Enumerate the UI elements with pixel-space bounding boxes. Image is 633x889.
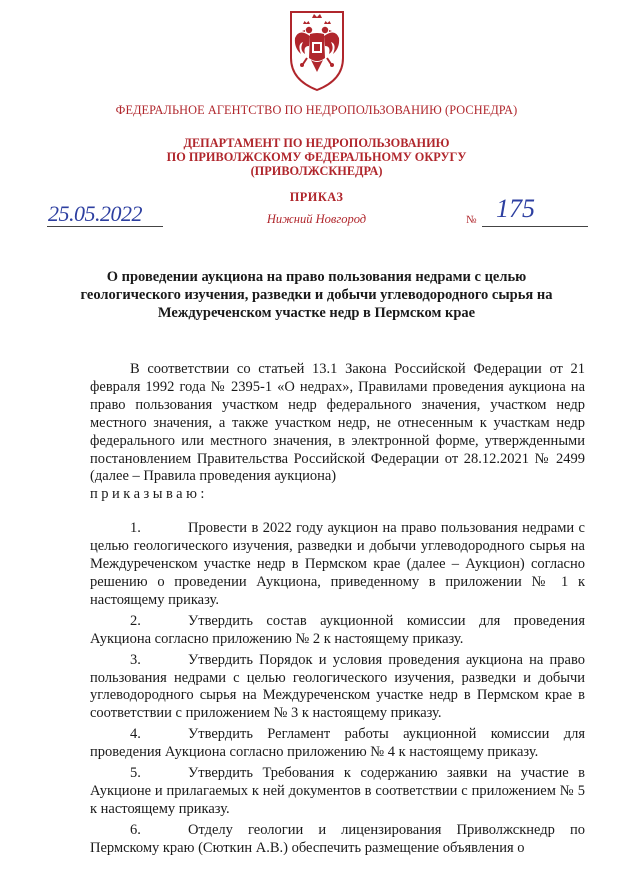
item-number: 5. (130, 765, 141, 782)
item-number: 2. (130, 612, 141, 629)
preamble: В соответствии со статьей 13.1 Закона Российской Федерации от 21 февраля 1992 года № 2395-1 «О недрах», Правилами проведения аукциона на право пользования участком недр федерального значения, участком недр местного значения, а также участком недр, не отнесенным к участкам недр федерального или местного значения, в электронной форме, утвержденными постановлением Правительства Российской Федерации от 28.12.2021 № 2499 (далее – Правила проведения аукциона) (90, 361, 585, 485)
order-body (90, 361, 585, 861)
item-text: Отделу геологии и лицензирования Приволжскнедр по Пермскому краю (Сюткин А.В.) обеспечить размещение объявления о (90, 821, 585, 856)
item-text: Утвердить Требования к содержанию заявки на участие в Аукционе и прилагаемых к ней документов в соответствии с приложением № 5 к настоящему приказу. (90, 765, 585, 817)
number-underline (482, 226, 588, 227)
issue-city: Нижний Новгород (266, 212, 367, 226)
department-line: (ПРИВОЛЖСКНЕДРА) (250, 164, 383, 178)
item-text: Утвердить Регламент работы аукционной комиссии для проведения Аукциона согласно приложению № 4 к настоящему приказу. (90, 726, 585, 761)
item-number: 6. (130, 821, 141, 838)
coat-of-arms-icon (283, 8, 351, 92)
item-text: Утвердить Порядок и условия проведения аукциона на право пользования недрами с целью геологического изучения, разведки и добычи углеводородного сырья на Междуреченском участке недр в Пермском крае в соответствии с приложением № 3 к настоящему приказу. (90, 651, 585, 722)
department-line: ПО ПРИВОЛЖСКОМУ ФЕДЕРАЛЬНОМУ ОКРУГУ (166, 150, 467, 164)
order-word: приказываю: (90, 486, 208, 503)
item-number: 3. (130, 651, 141, 668)
order-item (90, 726, 585, 762)
order-item (90, 613, 585, 649)
order-title: О проведении аукциона на право пользования недрами с целью геологического изучения, разведки и добычи углеводородного сырья на Междуреченском участке недр в Пермском крае (80, 269, 553, 321)
agency-name: ФЕДЕРАЛЬНОЕ АГЕНТСТВО ПО НЕДРОПОЛЬЗОВАНИЮ (РОСНЕДРА) (115, 103, 518, 117)
number-sign: № (466, 214, 477, 226)
order-item (90, 652, 585, 724)
item-text: Провести в 2022 году аукцион на право пользования недрами с целью геологического изучения, разведки и добычи углеводородного сырья на Междуреченском участке недр в Пермском крае (далее – Аукцион) согласно решению о проведении Аукциона, приведенному в приложении № 1 к настоящему приказу. (90, 520, 585, 608)
department-name (0, 136, 633, 178)
item-number: 4. (130, 726, 141, 743)
document-type: ПРИКАЗ (289, 190, 344, 204)
department-line: ДЕПАРТАМЕНТ ПО НЕДРОПОЛЬЗОВАНИЮ (183, 136, 450, 150)
item-text: Утвердить состав аукционной комиссии для проведения Аукциона согласно приложению № 2 к настоящему приказу. (90, 612, 585, 647)
handwritten-date: 25.05.2022 (48, 201, 142, 226)
handwritten-number: 175 (496, 194, 535, 223)
order-item (90, 520, 585, 610)
order-item (90, 765, 585, 819)
order-item (90, 822, 585, 858)
item-number: 1. (130, 520, 141, 537)
